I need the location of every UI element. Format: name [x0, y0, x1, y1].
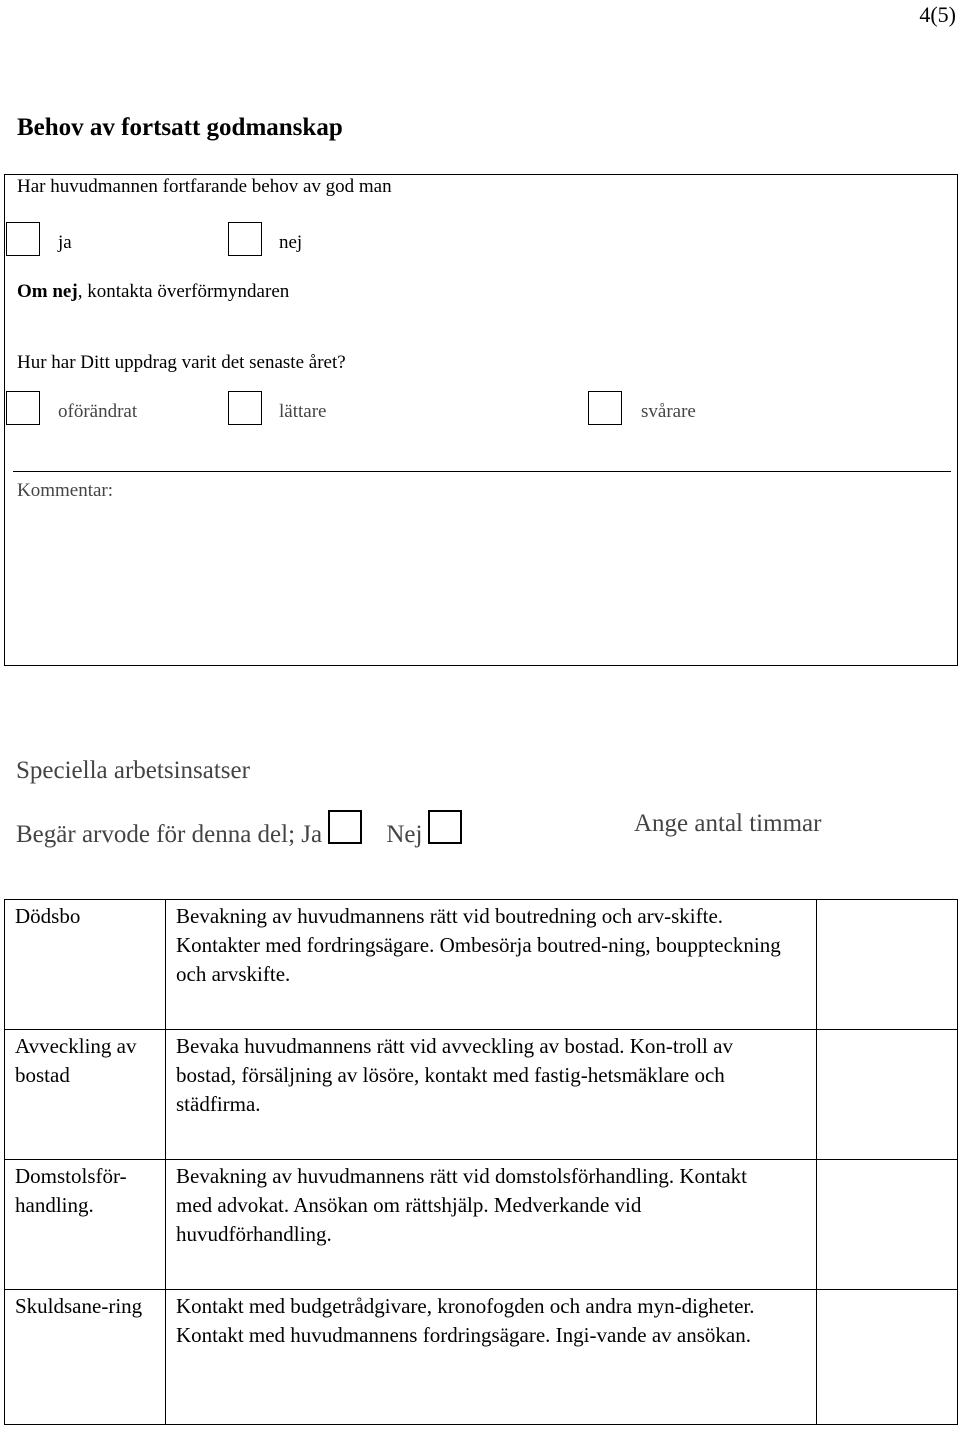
- fee-request-row: [16, 810, 462, 849]
- comment-label: Kommentar:: [17, 480, 114, 501]
- checkbox-lattare[interactable]: [228, 391, 262, 425]
- checkbox-fee-nej[interactable]: [428, 810, 462, 844]
- row-category: Avveckling av bostad: [5, 1030, 166, 1160]
- hours-cell[interactable]: [817, 1160, 958, 1290]
- fee-no-label: Nej: [386, 821, 423, 848]
- checkbox-oforandrat[interactable]: [6, 391, 40, 425]
- special-work-table: [4, 899, 958, 1425]
- table-row: [5, 900, 958, 1030]
- hours-header: Ange antal timmar: [634, 810, 822, 837]
- row-description: Kontakt med budgetrådgivare, kronofogden och andra myn-digheter. Kontakt med huvudmannens fordringsägare. Ingi-vande av ansökan.: [166, 1290, 817, 1425]
- row-description: Bevaka huvudmannens rätt vid avveckling av bostad. Kon-troll av bostad, försäljning av lösöre, kontakt med fastig-hetsmäklare och städfirma.: [166, 1030, 817, 1160]
- label-oforandrat: oförändrat: [58, 401, 138, 422]
- table-row: [5, 1160, 958, 1290]
- checkbox-ja[interactable]: [6, 222, 40, 256]
- row-description: Bevakning av huvudmannens rätt vid domstolsförhandling. Kontakt med advokat. Ansökan om rättshjälp. Medverkande vid huvudförhandling.: [166, 1160, 817, 1290]
- label-lattare: lättare: [279, 401, 327, 422]
- fee-request-label: Begär arvode för denna del; Ja: [16, 821, 323, 848]
- label-nej: nej: [279, 232, 303, 253]
- hours-cell[interactable]: [817, 1030, 958, 1160]
- row-category: Dödsbo: [5, 900, 166, 1030]
- section-title-special-work: Speciella arbetsinsatser: [16, 757, 250, 784]
- row-category: Skuldsane-ring: [5, 1290, 166, 1425]
- note-contact: [17, 281, 289, 303]
- section-title-guardianship: Behov av fortsatt godmanskap: [17, 114, 343, 141]
- divider: [13, 471, 951, 472]
- checkbox-fee-ja[interactable]: [328, 810, 362, 844]
- comment-area[interactable]: [14, 505, 944, 655]
- label-svarare: svårare: [641, 401, 696, 422]
- need-question: Har huvudmannen fortfarande behov av god man: [17, 176, 392, 197]
- hours-cell[interactable]: [817, 900, 958, 1030]
- checkbox-svarare[interactable]: [588, 391, 622, 425]
- label-ja: ja: [58, 232, 72, 253]
- row-description: Bevakning av huvudmannens rätt vid boutredning och arv-skifte. Kontakter med fordringsägare. Ombesörja boutred-ning, bouppteckning och arvskifte.: [166, 900, 817, 1030]
- note-rest: , kontakta överförmyndaren: [77, 281, 290, 302]
- assignment-question: Hur har Ditt uppdrag varit det senaste året?: [17, 352, 346, 373]
- checkbox-nej[interactable]: [228, 222, 262, 256]
- hours-cell[interactable]: [817, 1290, 958, 1425]
- note-bold: Om nej: [17, 281, 78, 302]
- page-number: 4(5): [919, 2, 956, 27]
- table-row: [5, 1290, 958, 1425]
- table-row: [5, 1030, 958, 1160]
- row-category: Domstolsför-handling.: [5, 1160, 166, 1290]
